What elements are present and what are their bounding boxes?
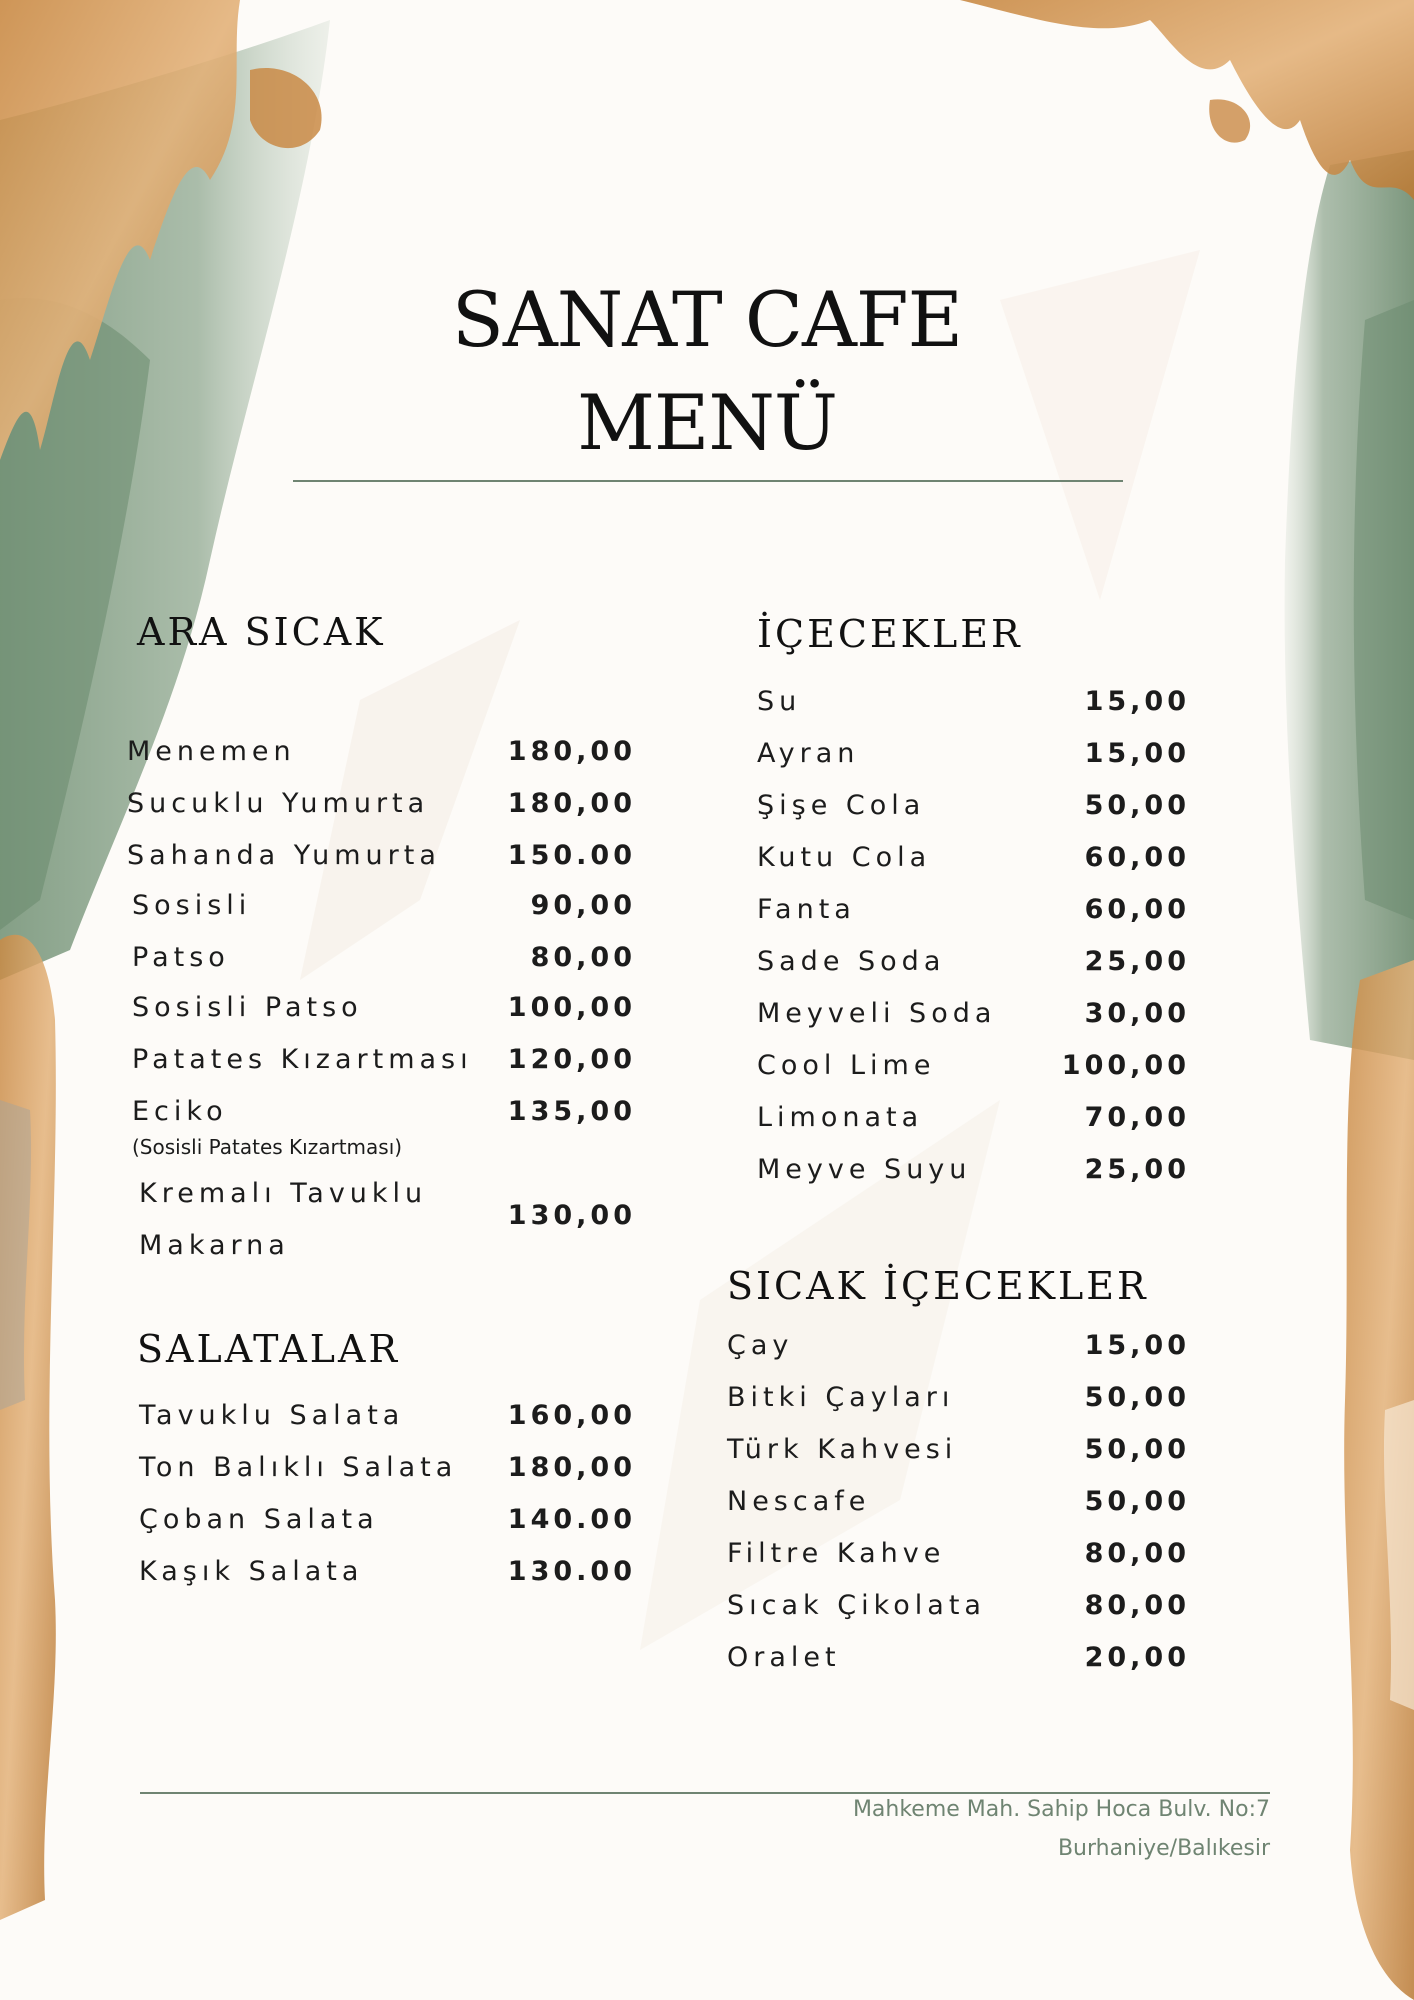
menu-item-name: Patso <box>132 942 230 973</box>
menu-item-name: Sade Soda <box>757 946 946 977</box>
menu-item-name: Menemen <box>127 736 296 767</box>
menu-item-price: 135,00 <box>507 1096 636 1127</box>
menu-item-price: 30,00 <box>1084 998 1190 1029</box>
menu-item-name: Ayran <box>757 738 860 769</box>
menu-item-name: Fanta <box>757 894 856 925</box>
menu-item-price: 50,00 <box>1084 1434 1190 1465</box>
menu-item-price: 50,00 <box>1084 790 1190 821</box>
menu-item-name: Bitki Çayları <box>727 1382 955 1413</box>
menu-item-price: 180,00 <box>507 1452 636 1483</box>
menu-item-price: 15,00 <box>1084 738 1190 769</box>
menu-item-name: Kremalı Tavuklu <box>139 1178 428 1209</box>
section-title-salatalar: SALATALAR <box>137 1327 401 1371</box>
menu-item-price: 25,00 <box>1084 1154 1190 1185</box>
menu-item-price: 100,00 <box>507 992 636 1023</box>
menu-item-name: Sosisli Patso <box>132 992 363 1023</box>
menu-item-price: 80,00 <box>530 942 636 973</box>
menu-item-name: Tavuklu Salata <box>139 1400 405 1431</box>
menu-item-price: 25,00 <box>1084 946 1190 977</box>
page-title: SANAT CAFE <box>451 275 963 364</box>
menu-item-name: Eciko <box>132 1096 228 1127</box>
menu-item-price: 50,00 <box>1084 1382 1190 1413</box>
menu-item-price: 100,00 <box>1061 1050 1190 1081</box>
menu-item-name: Meyve Suyu <box>757 1154 972 1185</box>
menu-item-price: 90,00 <box>530 890 636 921</box>
menu-item-name: Sosisli <box>132 890 252 921</box>
menu-item-name: Şişe Cola <box>757 790 926 821</box>
menu-item-price: 20,00 <box>1084 1642 1190 1673</box>
menu-item-price: 60,00 <box>1084 842 1190 873</box>
footer-divider <box>140 1792 1270 1794</box>
menu-item-name: Meyveli Soda <box>757 998 997 1029</box>
title-divider <box>293 480 1123 482</box>
menu-item-name: Türk Kahvesi <box>727 1434 958 1465</box>
menu-item-name: Sucuklu Yumurta <box>127 788 430 819</box>
menu-item-name: Ton Balıklı Salata <box>139 1452 458 1483</box>
menu-item-name: Kaşık Salata <box>139 1556 364 1587</box>
menu-item-price: 130.00 <box>507 1556 636 1587</box>
menu-item-name: Nescafe <box>727 1486 871 1517</box>
menu-item-price: 80,00 <box>1084 1538 1190 1569</box>
menu-item-name: Çoban Salata <box>139 1504 379 1535</box>
menu-item-name: Kutu Cola <box>757 842 932 873</box>
menu-item-price: 60,00 <box>1084 894 1190 925</box>
menu-item-name: Su <box>757 686 802 717</box>
menu-item-price: 130,00 <box>507 1200 636 1231</box>
menu-item-price: 150.00 <box>507 840 636 871</box>
menu-item-name: Oralet <box>727 1642 841 1673</box>
menu-item-price: 80,00 <box>1084 1590 1190 1621</box>
menu-item-price: 120,00 <box>507 1044 636 1075</box>
page-subtitle: MENÜ <box>577 378 837 467</box>
menu-item-price: 140.00 <box>507 1504 636 1535</box>
menu-item-price: 160,00 <box>507 1400 636 1431</box>
menu-item-price: 50,00 <box>1084 1486 1190 1517</box>
section-title-sicak-icecekler: SICAK İÇECEKLER <box>727 1264 1149 1308</box>
menu-item-name: Sıcak Çikolata <box>727 1590 986 1621</box>
menu-item-price: 70,00 <box>1084 1102 1190 1133</box>
menu-item-price: 180,00 <box>507 788 636 819</box>
section-title-ara-sicak: ARA SICAK <box>137 610 386 654</box>
menu-item-name-continued: Makarna <box>139 1230 290 1261</box>
menu-item-name: Cool Lime <box>757 1050 936 1081</box>
menu-item-price: 180,00 <box>507 736 636 767</box>
menu-item-name: Sahanda Yumurta <box>127 840 441 871</box>
section-title-icecekler: İÇECEKLER <box>757 612 1023 656</box>
menu-item-price: 15,00 <box>1084 1330 1190 1361</box>
menu-item-note: (Sosisli Patates Kızartması) <box>132 1135 403 1159</box>
menu-item-name: Limonata <box>757 1102 924 1133</box>
menu-item-price: 15,00 <box>1084 686 1190 717</box>
address-line-2: Burhaniye/Balıkesir <box>1057 1836 1270 1861</box>
menu-item-name: Çay <box>727 1330 794 1361</box>
menu-item-name: Filtre Kahve <box>727 1538 946 1569</box>
address-line-1: Mahkeme Mah. Sahip Hoca Bulv. No:7 <box>852 1797 1270 1822</box>
menu-item-name: Patates Kızartması <box>132 1044 473 1075</box>
